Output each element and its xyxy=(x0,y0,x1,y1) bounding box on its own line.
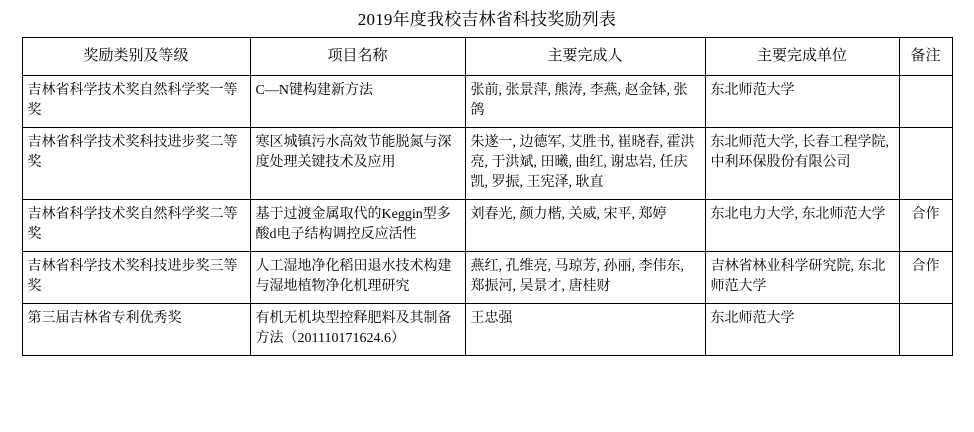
cell-project: 基于过渡金属取代的Keggin型多酸d电子结构调控反应活性 xyxy=(250,200,465,252)
cell-unit: 东北师范大学, 长春工程学院, 中利环保股份有限公司 xyxy=(705,128,899,200)
table-header xyxy=(22,38,952,76)
cell-unit: 东北电力大学, 东北师范大学 xyxy=(705,200,899,252)
cell-category: 吉林省科学技术奖自然科学奖一等奖 xyxy=(22,76,250,128)
cell-unit: 吉林省林业科学研究院, 东北师范大学 xyxy=(705,252,899,304)
column-header-remark: 备注 xyxy=(899,38,952,76)
page-title: 2019年度我校吉林省科技奖励列表 xyxy=(357,10,617,29)
cell-people: 王忠强 xyxy=(465,304,705,356)
table-body xyxy=(22,76,952,356)
cell-people: 张前, 张景萍, 熊涛, 李燕, 赵金钵, 张鸽 xyxy=(465,76,705,128)
cell-people: 朱遂一, 边德军, 艾胜书, 崔晓春, 霍洪亮, 于洪斌, 田曦, 曲红, 谢忠岩, 任庆凯, 罗振, 王宪泽, 耿直 xyxy=(465,128,705,200)
table-row xyxy=(22,128,952,200)
cell-category: 吉林省科学技术奖科技进步奖二等奖 xyxy=(22,128,250,200)
cell-people: 燕红, 孔维亮, 马琼芳, 孙丽, 李伟东, 郑振河, 吴景才, 唐桂财 xyxy=(465,252,705,304)
cell-remark: 合作 xyxy=(899,200,952,252)
table-row xyxy=(22,76,952,128)
column-header-unit: 主要完成单位 xyxy=(705,38,899,76)
cell-project: 寒区城镇污水高效节能脱氮与深度处理关键技术及应用 xyxy=(250,128,465,200)
cell-remark xyxy=(899,76,952,128)
cell-category: 吉林省科学技术奖科技进步奖三等奖 xyxy=(22,252,250,304)
table-header-row xyxy=(22,38,952,76)
column-header-category: 奖励类别及等级 xyxy=(22,38,250,76)
table-row xyxy=(22,304,952,356)
cell-unit: 东北师范大学 xyxy=(705,76,899,128)
column-header-people: 主要完成人 xyxy=(465,38,705,76)
cell-unit: 东北师范大学 xyxy=(705,304,899,356)
cell-category: 吉林省科学技术奖自然科学奖二等奖 xyxy=(22,200,250,252)
award-table xyxy=(22,37,953,356)
cell-project: 有机无机块型控释肥料及其制备方法（201110171624.6） xyxy=(250,304,465,356)
table-row xyxy=(22,252,952,304)
cell-remark xyxy=(899,128,952,200)
cell-remark: 合作 xyxy=(899,252,952,304)
table-row xyxy=(22,200,952,252)
cell-category: 第三届吉林省专利优秀奖 xyxy=(22,304,250,356)
cell-project: 人工湿地净化稻田退水技术构建与湿地植物净化机理研究 xyxy=(250,252,465,304)
column-header-project: 项目名称 xyxy=(250,38,465,76)
cell-remark xyxy=(899,304,952,356)
cell-people: 刘春光, 颜力楷, 关威, 宋平, 郑婷 xyxy=(465,200,705,252)
cell-project: C—N键构建新方法 xyxy=(250,76,465,128)
